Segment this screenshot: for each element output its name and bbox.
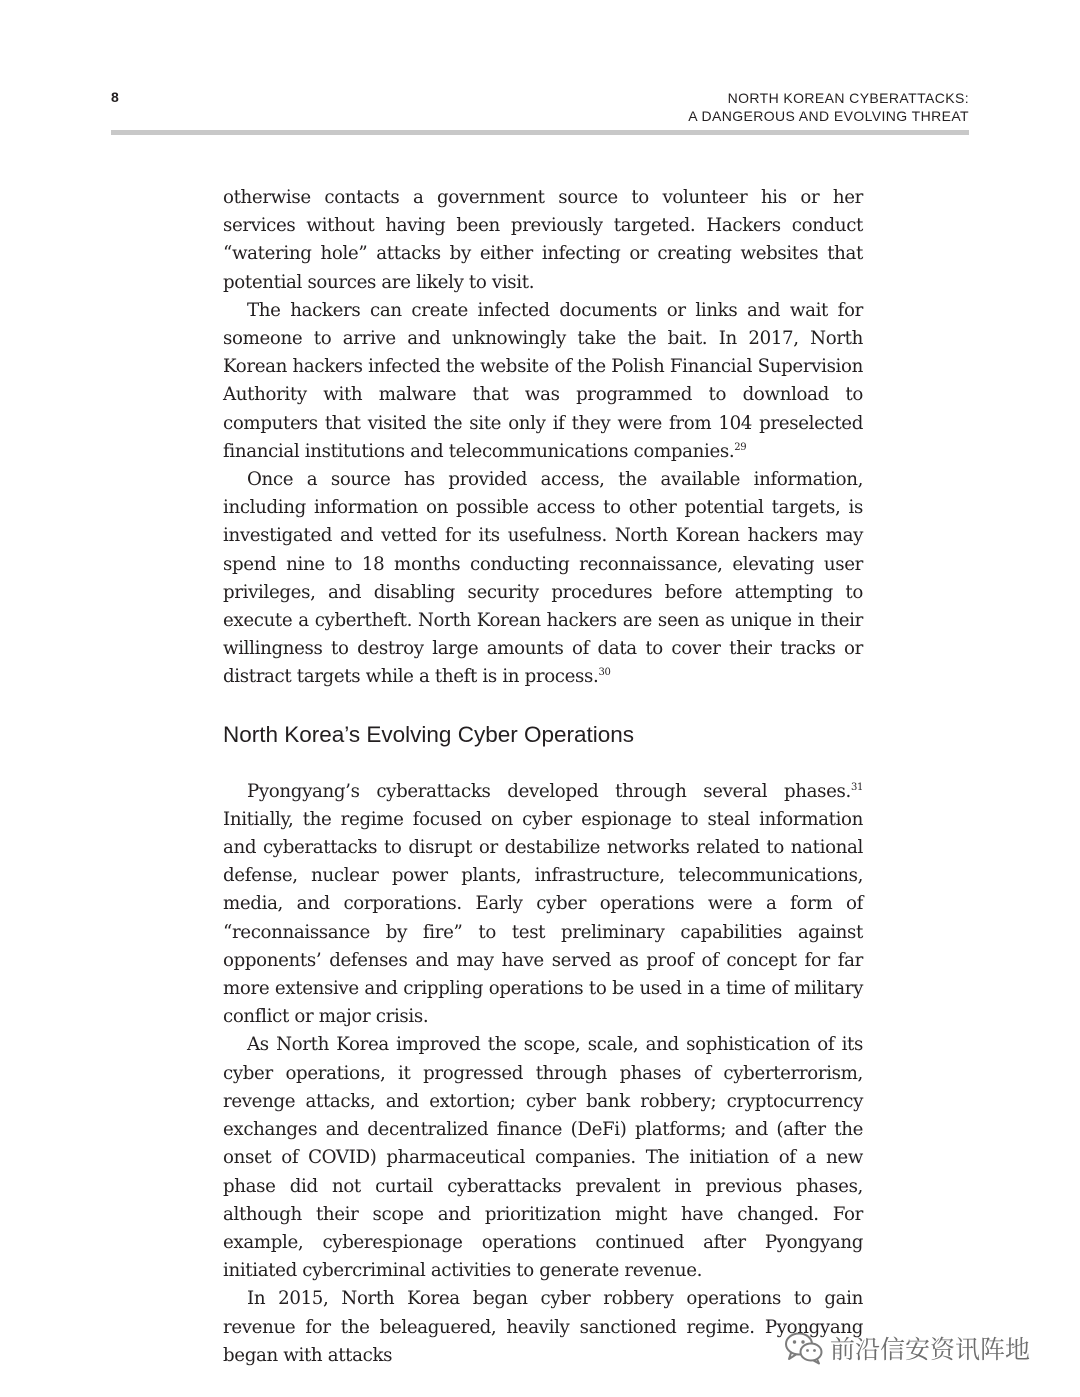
paragraph bbox=[223, 1031, 863, 1285]
paragraph-text: As North Korea improved the scope, scale, and sophistication of its cyber operations, it progressed through phases of cyberterrorism, revenge attacks, and extortion; cyber bank robbery; cryptocurrency exchanges and decentralized finance (DeFi) platforms; and (after the onset of COVID) pharmaceutical companies. The initiation of a new phase did not curtail cyberattacks prevalent in previous phases, although their scope and prioritization might have changed. For example, cyberespionage operations continued after Pyongyang initiated cybercriminal activities to generate revenue. bbox=[223, 1034, 863, 1282]
paragraph-text: In 2015, North Korea began cyber robbery operations to gain revenue for the beleaguered, heavily sanctioned regime. Pyongyang began with attacks bbox=[223, 1288, 863, 1366]
running-head-line-1: NORTH KOREAN CYBERATTACKS: bbox=[727, 90, 969, 106]
paragraph bbox=[223, 184, 863, 297]
footnote-marker[interactable]: 30 bbox=[598, 667, 611, 679]
section-heading: North Korea’s Evolving Cyber Operations bbox=[223, 721, 635, 747]
watermark bbox=[784, 1330, 1030, 1366]
paragraph bbox=[223, 778, 863, 1032]
paragraph-text: otherwise contacts a government source to volunteer his or her services without having been previously targeted. Hackers conduct “watering hole” attacks by either infecting or creating websites that potential sources are likely to visit. bbox=[223, 187, 863, 293]
footnote-marker[interactable]: 31 bbox=[850, 781, 863, 793]
paragraph bbox=[223, 466, 863, 692]
paragraph bbox=[223, 1285, 863, 1370]
paragraph-text: Pyongyang’s cyberattacks developed through several phases. bbox=[247, 780, 851, 802]
paragraph bbox=[223, 297, 863, 466]
running-head-line-2: A DANGEROUS AND EVOLVING THREAT bbox=[688, 108, 969, 124]
watermark-text: 前沿信安资讯阵地 bbox=[830, 1335, 1031, 1364]
paragraph-text: Initially, the regime focused on cyber espionage to steal information and cyberattacks to disrupt or destabilize networks related to national defense, nuclear power plants, infrastructure, telecommunications, media, and corporations. Early cyber operations were a form of “reconnaissance by fire” to test preliminary capabilities against opponents’ defenses and may have served as proof of concept for far more extensive and crippling operations to be used in a time of military conflict or major crisis. bbox=[223, 808, 863, 1028]
header-rule bbox=[111, 130, 969, 135]
page-number: 8 bbox=[111, 89, 120, 105]
paragraph-text: Once a source has provided access, the available information, including information on possible access to other potential targets, is investigated and vetted for its usefulness. North Korean hackers may spend nine to 18 months conducting reconnaissance, elevating user privileges, and disabling security procedures before attempting to execute a cybertheft. North Korean hackers are seen as unique in their willingness to destroy large amounts of data to cover their tracks or distract targets while a theft is in process. bbox=[223, 469, 863, 688]
wechat-icon bbox=[784, 1331, 824, 1365]
body-text bbox=[223, 184, 863, 1370]
paragraph-text: The hackers can create infected documents or links and wait for someone to arrive and unknowingly take the bait. In 2017, North Korean hackers infected the website of the Polish Financial Supervision Authority with malware that was programmed to download to computers that visited the site only if they were from 104 preselected financial institutions and telecommunications companies. bbox=[223, 299, 863, 462]
running-head bbox=[688, 89, 969, 125]
footnote-marker[interactable]: 29 bbox=[734, 441, 747, 453]
